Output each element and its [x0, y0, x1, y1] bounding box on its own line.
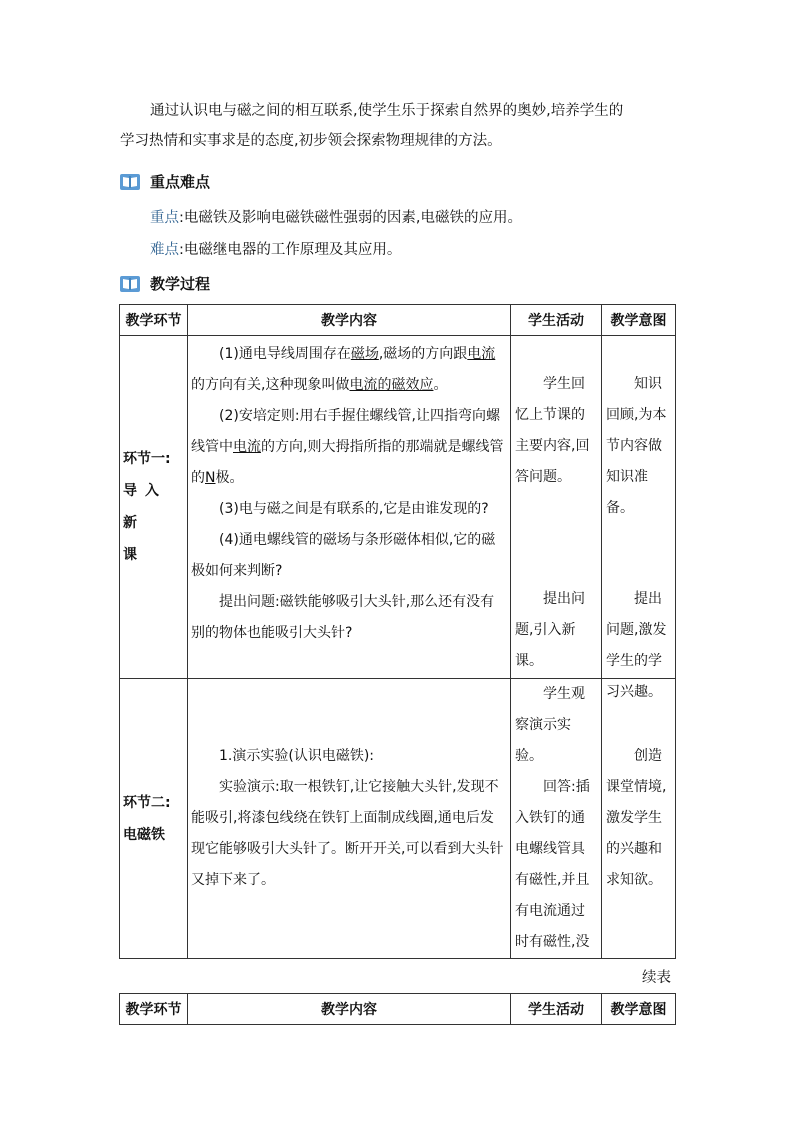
- header-activity: 学生活动: [511, 994, 602, 1025]
- stage-text: 导入新: [123, 483, 167, 531]
- activity-cell: [511, 336, 602, 679]
- header-stage: 教学环节: [120, 305, 188, 336]
- header-content: 教学内容: [188, 305, 511, 336]
- stage-text: 环节二:: [123, 794, 171, 811]
- table-header-row: [120, 994, 676, 1025]
- key-points-heading: [120, 171, 210, 192]
- stage-cell: [120, 336, 188, 679]
- key-text: :电磁铁及影响电磁铁磁性强弱的因素,电磁铁的应用。: [179, 210, 522, 226]
- content-paragraph: (4)通电螺线管的磁场与条形磁体相似,它的磁极如何来判断?: [191, 532, 496, 579]
- stage-text: 课: [123, 547, 137, 563]
- activity-text: 回答:插入铁钉的通电螺线管具有磁性,并且有电流通过时有磁性,没: [515, 779, 590, 950]
- section-book-icon: [120, 173, 140, 191]
- section-book-icon: [120, 275, 140, 293]
- process-title: 教学过程: [150, 275, 211, 293]
- content-paragraph: 提出问题:磁铁能够吸引大头针,那么还有没有别的物体也能吸引大头针?: [191, 594, 495, 641]
- header-content: 教学内容: [188, 994, 511, 1025]
- continued-label: 续表: [642, 970, 671, 986]
- content-cell: [188, 336, 511, 679]
- difficulty-label: 难点: [150, 242, 179, 258]
- activity-text: 提出问题,引入新课。: [515, 591, 585, 669]
- content-paragraph: 实验演示:取一根铁钉,让它接触大头针,发现不能吸引,将漆包线绕在铁钉上面制成线圈,通电后发现它能够吸引大头针了。断开开关,可以看到大头针又掉下来了。: [191, 779, 504, 888]
- intro-line-1: 通过认识电与磁之间的相互联系,使学生乐于探索自然界的奥妙,培养学生的: [150, 103, 624, 119]
- difficulty-line: [150, 238, 401, 259]
- key-label: 重点: [150, 210, 179, 226]
- content-paragraph: (3)电与磁之间是有联系的,它是由谁发现的?: [219, 501, 489, 517]
- intro-paragraph: [120, 96, 676, 156]
- header-intent: 教学意图: [602, 994, 676, 1025]
- difficulty-text: :电磁继电器的工作原理及其应用。: [179, 242, 402, 258]
- header-intent: 教学意图: [602, 305, 676, 336]
- table-row: [120, 679, 676, 959]
- activity-cell: [511, 679, 602, 959]
- teaching-process-table: [119, 304, 676, 959]
- process-heading: [120, 273, 210, 294]
- intro-line-2: 学习热情和实事求是的态度,初步领会探索物理规律的方法。: [120, 133, 502, 149]
- key-points-title: 重点难点: [150, 173, 211, 191]
- table-header-row: [120, 305, 676, 336]
- intent-cell: [602, 336, 676, 700]
- intent-text: 提出问题,激发学生的学习兴趣。: [606, 591, 667, 700]
- content-paragraph: (2)安培定则:用右手握住螺线管,让四指弯向螺线管中电流的方向,则大拇指所指的那端就是螺线管的N极。: [191, 408, 504, 486]
- header-activity: 学生活动: [511, 305, 602, 336]
- content-paragraph: 1.演示实验(认识电磁铁):: [219, 748, 374, 764]
- continued-table: [119, 993, 676, 1025]
- intent-text: 创造课堂情境,激发学生的兴趣和求知欲。: [606, 748, 667, 888]
- activity-text: 学生观察演示实验。: [515, 686, 585, 764]
- stage-text: 电磁铁: [123, 826, 165, 843]
- content-cell: [188, 679, 511, 959]
- content-paragraph: (1)通电导线周围存在磁场,磁场的方向跟电流的方向有关,这种现象叫做电流的磁效应。: [191, 346, 496, 393]
- intent-text: 知识回顾,为本节内容做知识准备。: [606, 376, 667, 516]
- key-point-line: [150, 206, 522, 227]
- intent-cell: [602, 679, 676, 959]
- stage-text: 环节一:: [123, 451, 171, 467]
- header-stage: 教学环节: [120, 994, 188, 1025]
- activity-text: 学生回忆上节课的主要内容,回答问题。: [515, 376, 590, 485]
- table-row: [120, 336, 676, 679]
- stage-cell: [120, 679, 188, 959]
